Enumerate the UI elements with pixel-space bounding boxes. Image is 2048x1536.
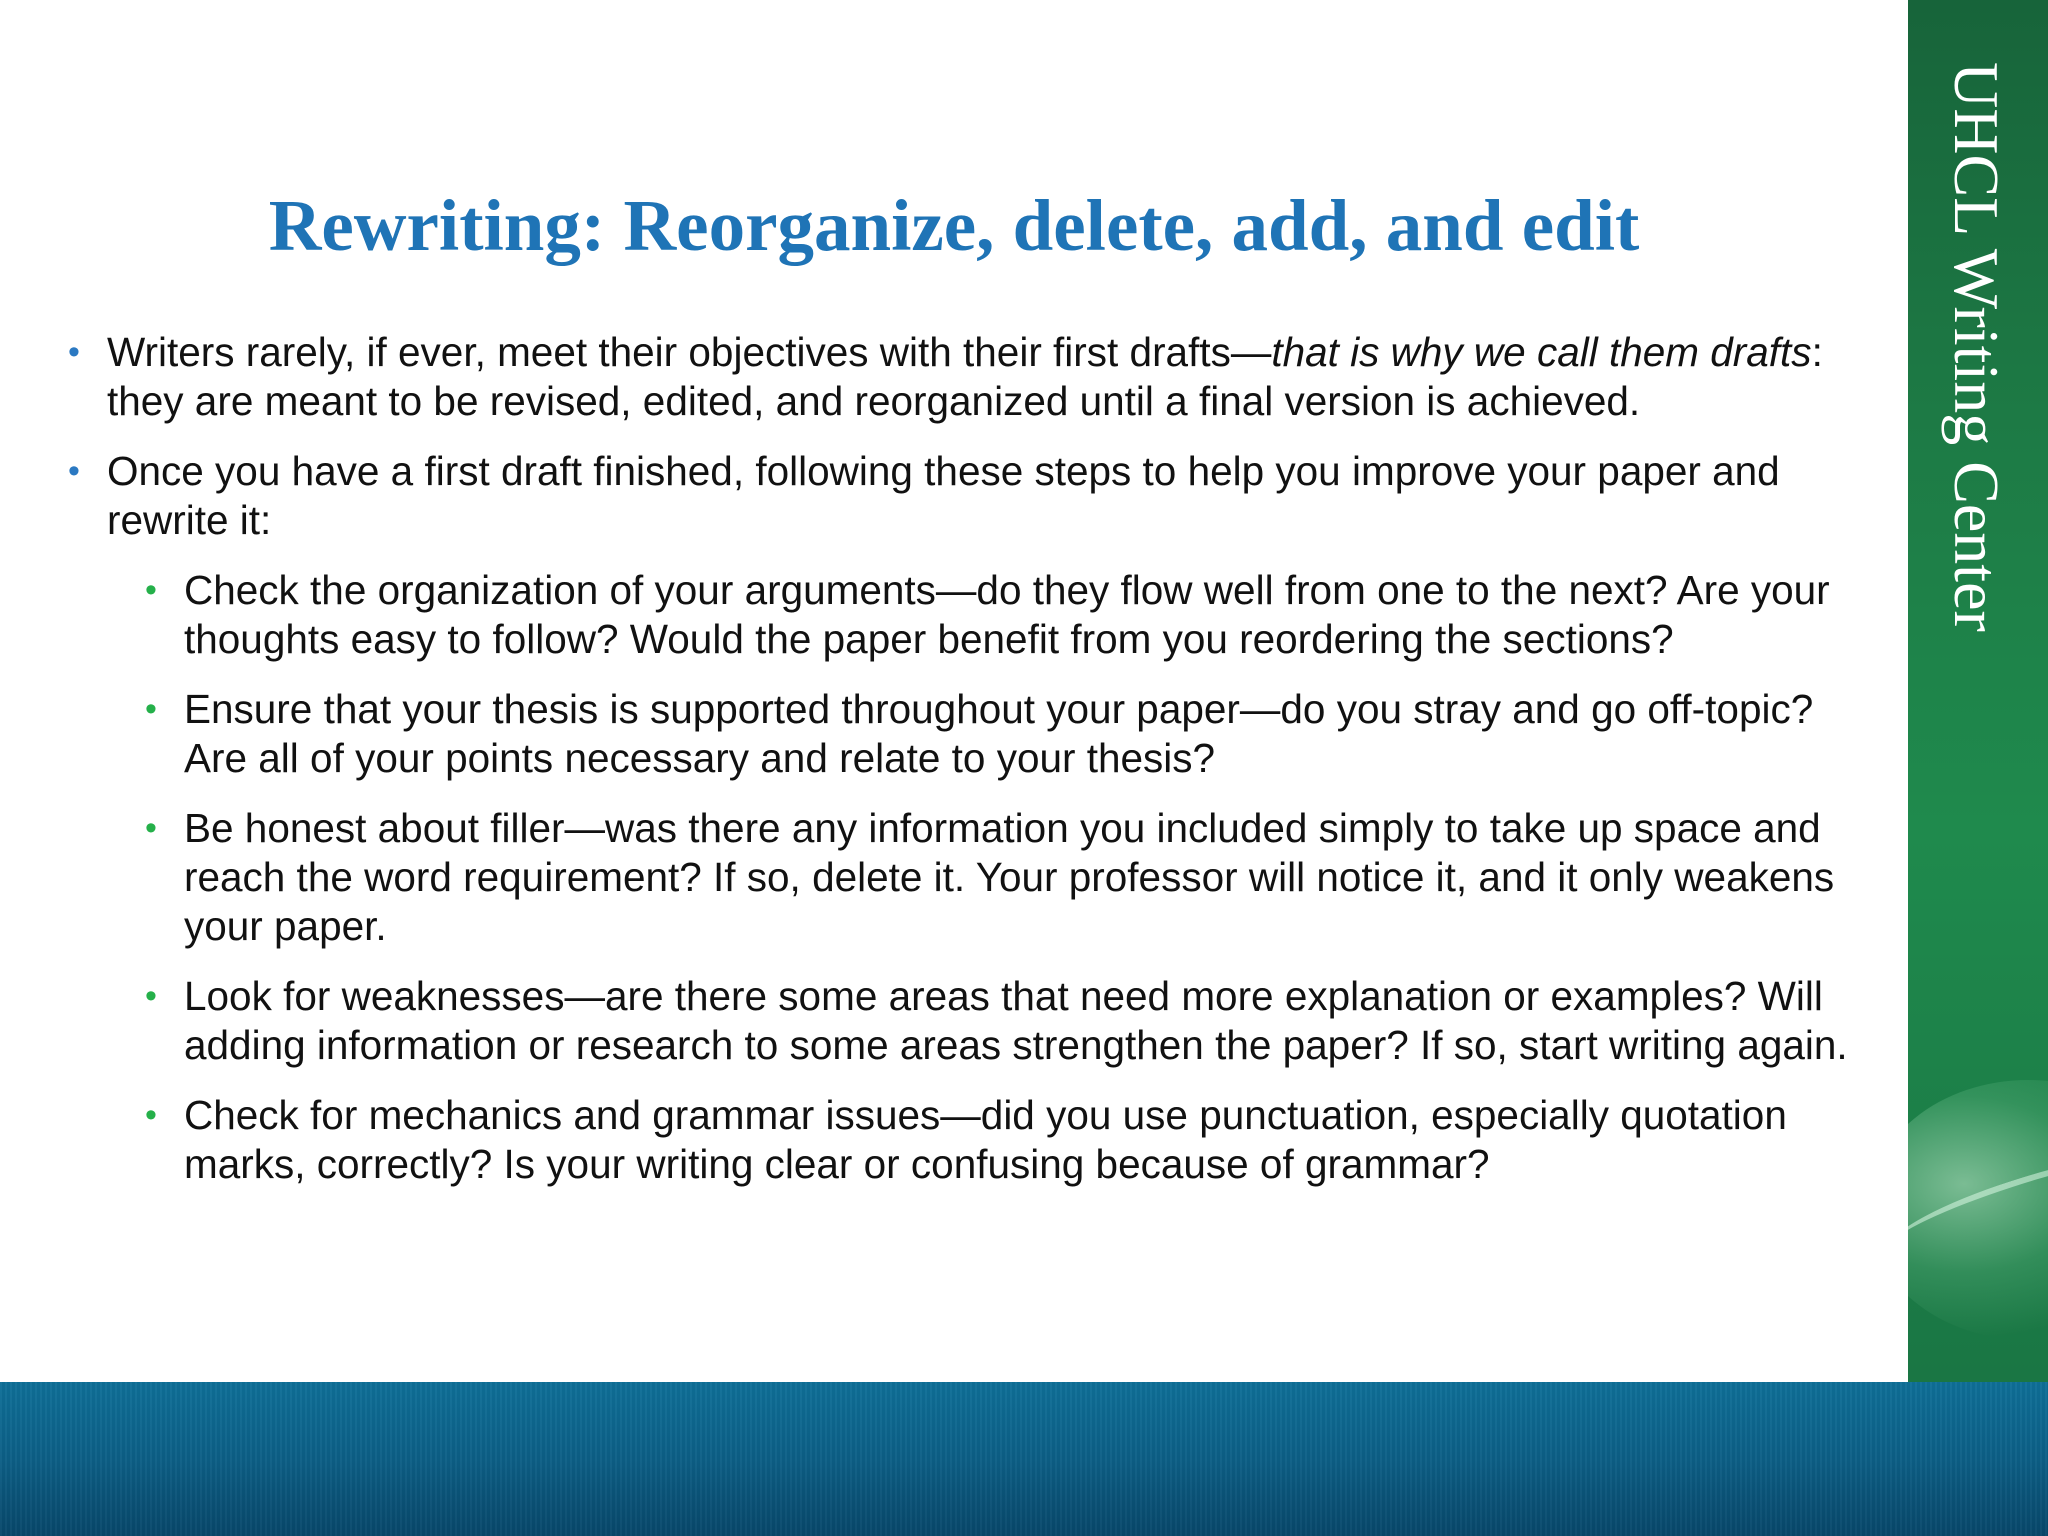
sub-bullet-marker: • bbox=[145, 977, 157, 1015]
bullet-text-part: Writers rarely, if ever, meet their objectives with their first drafts— bbox=[107, 329, 1272, 375]
sub-bullet-marker: • bbox=[145, 690, 157, 728]
bullet-item-steps-intro bbox=[0, 447, 1908, 545]
bullet-text: Once you have a first draft finished, following these steps to help you improve your paper and rewrite it: bbox=[107, 448, 1780, 543]
sub-bullet-marker: • bbox=[145, 571, 157, 609]
sub-bullet-thesis bbox=[0, 685, 1908, 783]
sub-bullet-mechanics bbox=[0, 1091, 1908, 1189]
bullet-text-italic: that is why we call them drafts bbox=[1271, 329, 1812, 375]
sub-bullet-text: Ensure that your thesis is supported throughout your paper—do you stray and go off-topic? Are all of your points necessary and relate to your thesis? bbox=[184, 686, 1814, 781]
footer-blue-band bbox=[0, 1382, 2048, 1536]
sub-bullet-marker: • bbox=[145, 1096, 157, 1134]
bullet-text-part: : they are meant to be revised, edited, and reorganized until a final version is achieved. bbox=[107, 329, 1823, 424]
sub-bullet-organization bbox=[0, 566, 1908, 664]
bullet-marker: • bbox=[68, 452, 80, 490]
sub-bullet-filler bbox=[0, 804, 1908, 951]
bullet-list bbox=[0, 328, 1908, 1210]
sub-bullet-marker: • bbox=[145, 809, 157, 847]
slide-title: Rewriting: Reorganize, delete, add, and edit bbox=[268, 185, 1640, 266]
bullet-item-drafts bbox=[0, 328, 1908, 426]
sub-bullet-weaknesses bbox=[0, 972, 1908, 1070]
bullet-marker: • bbox=[68, 333, 80, 371]
sub-bullet-text: Look for weaknesses—are there some areas that need more explanation or examples? Will adding information or research to some areas strengthen the paper? If so, start writing again. bbox=[184, 973, 1848, 1068]
sidebar-label: UHCL Writing Center bbox=[1941, 62, 2012, 632]
sub-bullet-text: Be honest about filler—was there any information you included simply to take up space and reach the word requirement? If so, delete it. Your professor will notice it, and it only weakens your paper. bbox=[184, 805, 1835, 949]
sub-bullet-text: Check for mechanics and grammar issues—did you use punctuation, especially quotation marks, correctly? Is your writing clear or confusing because of grammar? bbox=[184, 1092, 1787, 1187]
sub-bullet-text: Check the organization of your arguments—do they flow well from one to the next? Are your thoughts easy to follow? Would the paper benefit from you reordering the sections? bbox=[184, 567, 1830, 662]
